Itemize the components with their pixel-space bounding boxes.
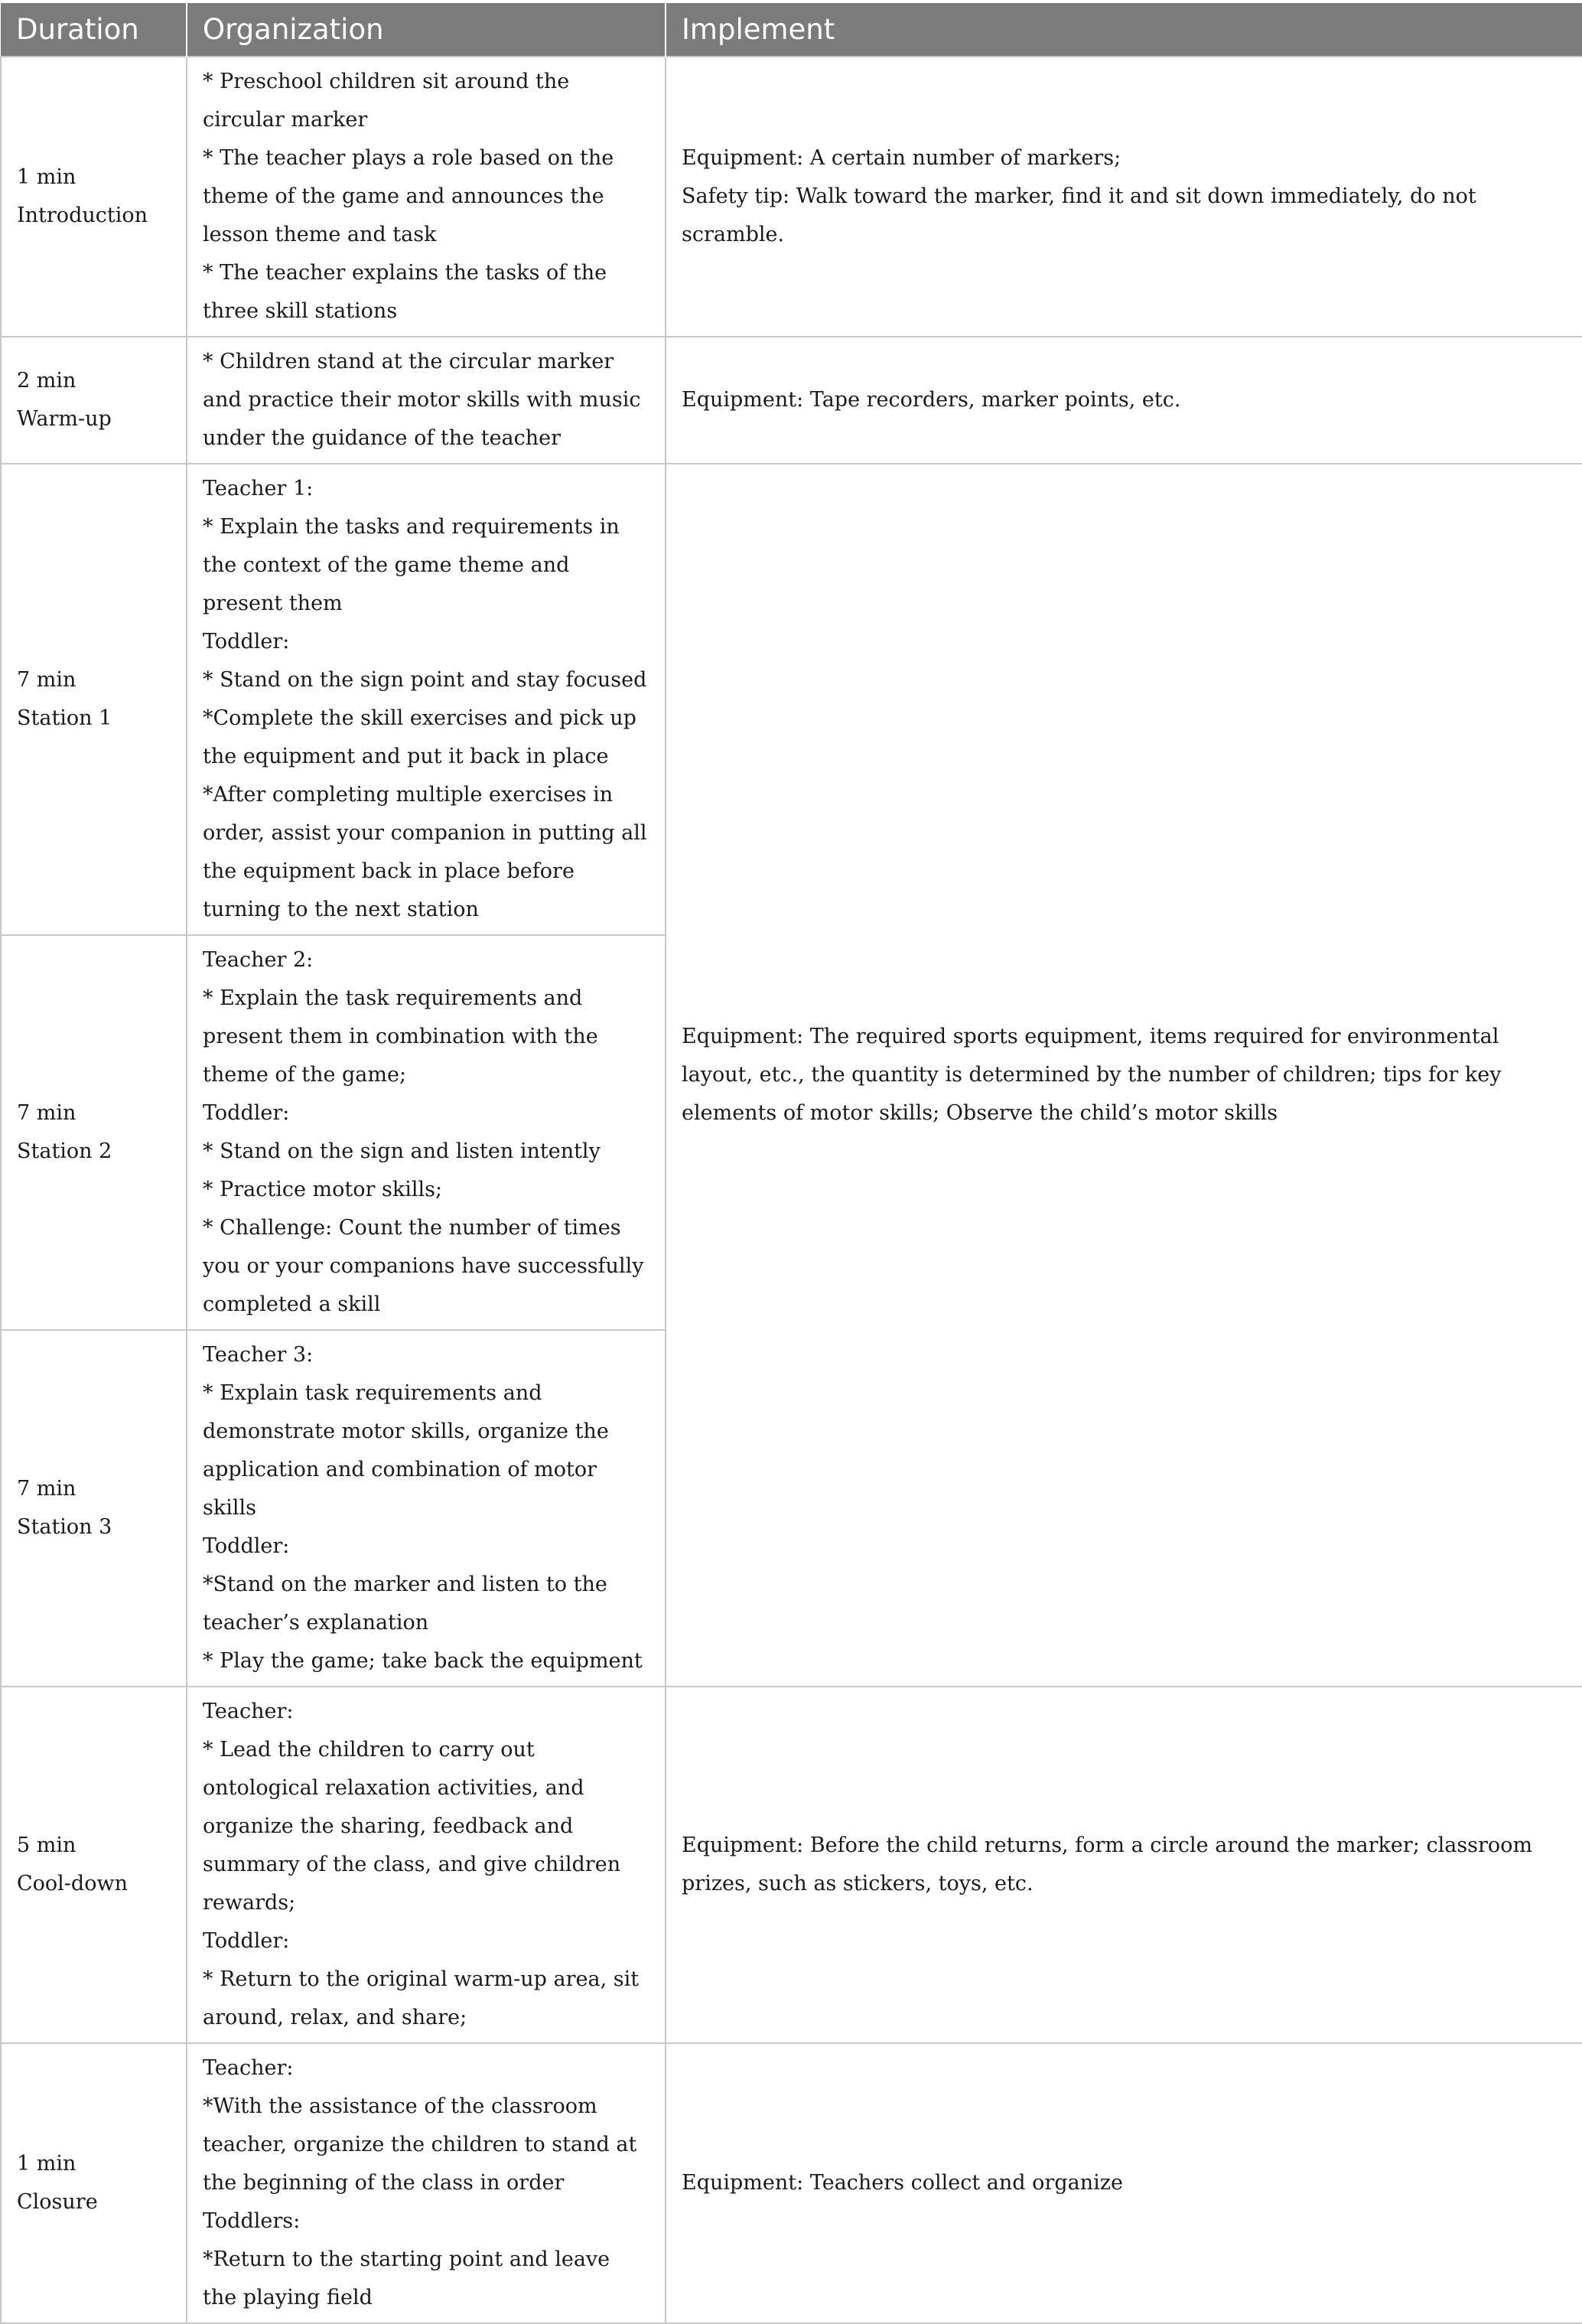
- duration-phase: Cool-down: [17, 1872, 128, 1895]
- organization-line: * Practice motor skills;: [203, 1178, 443, 1201]
- organization-line: *Stand on the marker and listen to the teacher’s explanation: [203, 1573, 607, 1635]
- header-duration: Duration: [1, 3, 187, 57]
- implement-cell: [666, 337, 1582, 464]
- duration-phase: Station 1: [17, 706, 112, 730]
- table-row: [1, 1687, 1582, 2043]
- duration-time: 7 min: [17, 1477, 76, 1501]
- organization-line: * Lead the children to carry out ontological relaxation activities, and organize the sharing, feedback and summary of the class, and give children rewards;: [203, 1738, 621, 1915]
- implement-line: Safety tip: Walk toward the marker, find it and sit down immediately, do not scramble.: [682, 184, 1476, 246]
- organization-cell: [187, 57, 666, 337]
- organization-line: * Return to the original warm-up area, sit around, relax, and share;: [203, 1967, 640, 2029]
- duration-cell: [1, 1330, 187, 1687]
- header-row: [1, 3, 1582, 57]
- organization-line: *With the assistance of the classroom teacher, organize the children to stand at the beginning of the class in order: [203, 2094, 637, 2195]
- header-organization: Organization: [187, 3, 666, 57]
- organization-line: * Explain task requirements and demonstrate motor skills, organize the application and combination of motor skills: [203, 1381, 609, 1520]
- organization-line: * Explain the tasks and requirements in the context of the game theme and present them: [203, 515, 620, 615]
- organization-line: * The teacher explains the tasks of the three skill stations: [203, 261, 607, 323]
- activity-schedule-table: [0, 3, 1582, 2324]
- organization-line: Toddlers:: [203, 2209, 301, 2233]
- table-row: [1, 337, 1582, 464]
- duration-time: 1 min: [17, 165, 76, 189]
- organization-line: Toddler:: [203, 1534, 290, 1558]
- organization-cell: [187, 337, 666, 464]
- organization-line: * The teacher plays a role based on the theme of the game and announces the lesson theme and task: [203, 146, 614, 246]
- implement-line: Equipment: Before the child returns, form a circle around the marker; classroom prizes, such as stickers, toys, etc.: [682, 1833, 1533, 1895]
- organization-line: * Children stand at the circular marker and practice their motor skills with music under the guidance of the teacher: [203, 350, 641, 450]
- table-row: [1, 57, 1582, 337]
- implement-cell-stations: [666, 464, 1582, 1687]
- organization-line: * Stand on the sign and listen intently: [203, 1139, 601, 1163]
- organization-line: Teacher 1:: [203, 477, 314, 500]
- table-row: [1, 464, 1582, 935]
- implement-cell: [666, 57, 1582, 337]
- organization-line: * Play the game; take back the equipment: [203, 1649, 643, 1673]
- implement-line: Equipment: Tape recorders, marker points, etc.: [682, 388, 1181, 412]
- duration-time: 2 min: [17, 369, 76, 393]
- organization-cell: [187, 2043, 666, 2323]
- implement-cell: [666, 2043, 1582, 2323]
- implement-line: Equipment: Teachers collect and organize: [682, 2171, 1123, 2195]
- table-body: [1, 57, 1582, 2323]
- duration-phase: Closure: [17, 2190, 98, 2214]
- organization-line: *After completing multiple exercises in order, assist your companion in putting all the equipment back in place before turning to the next station: [203, 783, 647, 921]
- implement-line: Equipment: A certain number of markers;: [682, 146, 1121, 170]
- table-row: [1, 2043, 1582, 2323]
- organization-line: Teacher 2:: [203, 948, 314, 972]
- duration-cell: [1, 464, 187, 935]
- duration-cell: [1, 57, 187, 337]
- organization-line: * Preschool children sit around the circular marker: [203, 70, 570, 132]
- duration-phase: Warm-up: [17, 407, 112, 431]
- duration-phase: Station 2: [17, 1139, 112, 1163]
- duration-time: 7 min: [17, 1101, 76, 1125]
- duration-cell: [1, 2043, 187, 2323]
- duration-cell: [1, 935, 187, 1330]
- organization-line: *Complete the skill exercises and pick up the equipment and put it back in place: [203, 706, 636, 768]
- organization-line: Teacher 3:: [203, 1343, 314, 1367]
- organization-line: * Explain the task requirements and present them in combination with the theme of the game;: [203, 986, 598, 1087]
- organization-line: Toddler:: [203, 1929, 290, 1953]
- organization-line: * Stand on the sign point and stay focused: [203, 668, 647, 692]
- organization-cell: [187, 935, 666, 1330]
- organization-line: Toddler:: [203, 1101, 290, 1125]
- header-implement: Implement: [666, 3, 1582, 57]
- organization-cell: [187, 1687, 666, 2043]
- organization-line: * Challenge: Count the number of times you or your companions have successfully completed a skill: [203, 1216, 644, 1316]
- organization-line: *Return to the starting point and leave the playing field: [203, 2247, 610, 2309]
- table-header: [1, 3, 1582, 57]
- duration-phase: Introduction: [17, 204, 148, 227]
- duration-time: 7 min: [17, 668, 76, 692]
- implement-cell: [666, 1687, 1582, 2043]
- organization-cell: [187, 1330, 666, 1687]
- duration-phase: Station 3: [17, 1515, 112, 1539]
- implement-line: Equipment: The required sports equipment, items required for environmental layout, etc., the quantity is determined by the number of children; tips for key elements of motor skills; Observe the child’s motor skills: [682, 1025, 1502, 1125]
- duration-cell: [1, 1687, 187, 2043]
- organization-line: Teacher:: [203, 2056, 294, 2080]
- organization-line: Toddler:: [203, 630, 290, 654]
- organization-line: Teacher:: [203, 1700, 294, 1723]
- duration-time: 1 min: [17, 2152, 76, 2176]
- organization-cell: [187, 464, 666, 935]
- duration-cell: [1, 337, 187, 464]
- duration-time: 5 min: [17, 1833, 76, 1857]
